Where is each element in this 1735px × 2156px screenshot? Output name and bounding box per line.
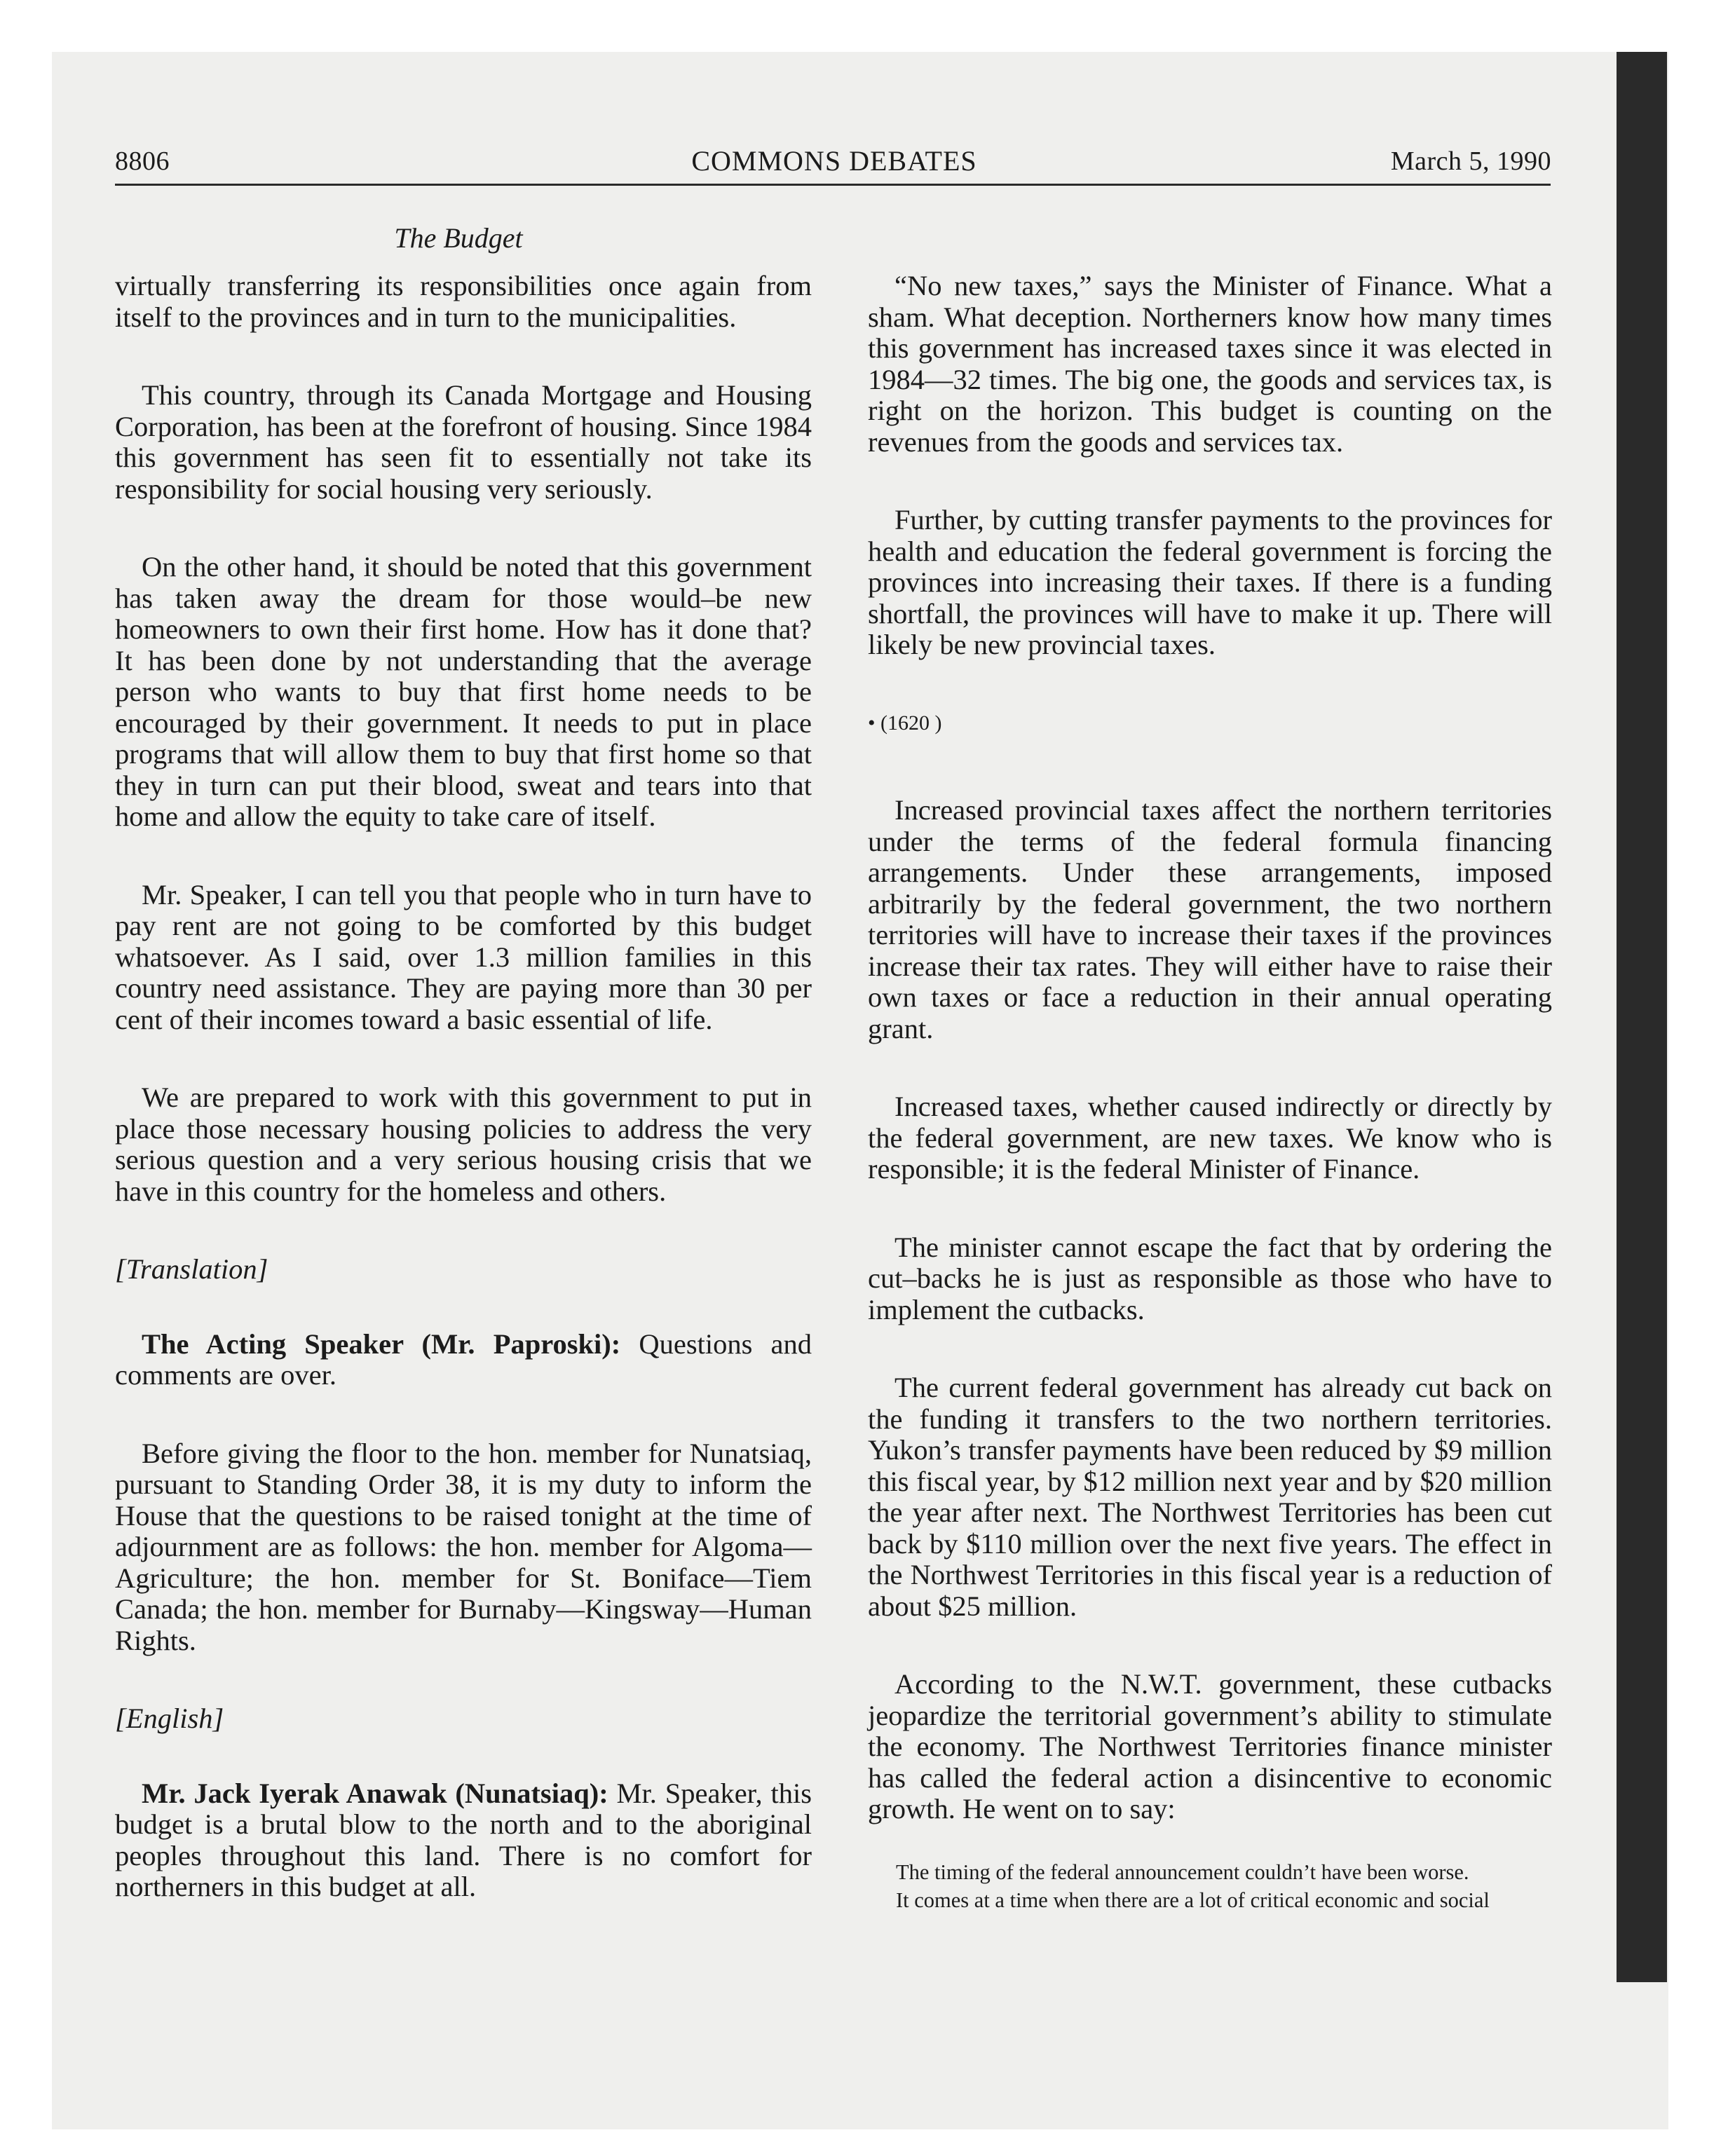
speaker-name: The Acting Speaker (Mr. Paproski):	[142, 1328, 621, 1360]
right-column	[868, 271, 1552, 1914]
speaker-name: Mr. Jack Iyerak Anawak (Nunatsiaq):	[142, 1777, 608, 1809]
paragraph: The current federal government has already cut back on the funding it transfers to the two northern territories. Yukon’s transfer payments have been reduced by $9 million this fiscal year, by $12 million next year and by $20 million the year after next. The Northwest Territories has been cut back by $110 million over the next five years. The effect in the Northwest Territories in this fiscal year is a reduction of about $25 million.	[868, 1372, 1552, 1622]
language-marker: [Translation]	[115, 1253, 268, 1285]
publication-title: COMMONS DEBATES	[691, 145, 977, 177]
speech-paragraph	[115, 1778, 812, 1903]
speech-text: Mr. Speaker, this budget is a brutal blow to the north and to the aboriginal peoples throughout this land. There is no comfort for northerners in this budget at all.	[115, 1777, 812, 1902]
paragraph: Increased provincial taxes affect the northern territories under the terms of the federal formula financing arrangements. Under these arrangements, imposed arbitrarily by the federal government, the two northern territories will have to increase their taxes if the provinces increase their tax rates. They will either have to raise their own taxes or face a reduction in their annual operating grant.	[868, 794, 1552, 1044]
timestamp: • (1620 )	[868, 711, 942, 735]
paragraph: The minister cannot escape the fact that by ordering the cut–backs he is just as responsible as those who have to implement the cutbacks.	[868, 1231, 1552, 1325]
paragraph: “No new taxes,” says the Minister of Finance. What a sham. What deception. Northerners know how many times this government has increased taxes since it was elected in 1984—32 times. The big one, the goods and services tax, is right on the horizon. This budget is counting on the revenues from the goods and services tax.	[868, 270, 1552, 458]
paragraph: Mr. Speaker, I can tell you that people who in turn have to pay rent are not going to be comforted by this budget whatsoever. As I said, over 1.3 million families in this country need assistance. They are paying more than 30 per cent of their incomes toward a basic essential of life.	[115, 878, 812, 1035]
quote-line: It comes at a time when there are a lot of critical economic and social	[896, 1888, 1490, 1912]
paragraph: Further, by cutting transfer payments to the provinces for health and education the federal government is forcing the provinces into increasing their taxes. If there is a funding shortfall, the provinces will have to make it up. There will likely be new provincial taxes.	[868, 504, 1552, 660]
paragraph: Increased taxes, whether caused indirectly or directly by the federal government, are new taxes. We know who is responsible; it is the federal Minister of Finance.	[868, 1091, 1552, 1185]
speech-paragraph	[115, 1329, 812, 1391]
header-rule	[115, 184, 1551, 186]
left-column	[115, 271, 812, 1950]
paragraph: On the other hand, it should be noted that this government has taken away the dream for those would–be new homeowners to own their first home. How has it done that? It has been done by not understanding that the average person who wants to buy that first home needs to be encouraged by their government. It needs to put in place programs that will allow them to buy that first home so that they in turn can put their blood, sweat and tears into that home and allow the equity to take care of itself.	[115, 551, 812, 832]
page-date: March 5, 1990	[1390, 146, 1551, 176]
paragraph: We are prepared to work with this government to put in place those necessary housing policies to address the very serious question and a very serious housing crisis that we have in this country for the homeless and others.	[115, 1082, 812, 1207]
paragraph: According to the N.W.T. government, these cutbacks jeopardize the territorial government’s ability to stimulate the economy. The Northwest Territories finance minister has called the federal action a disincentive to economic growth. He went on to say:	[868, 1668, 1552, 1824]
paragraph: virtually transferring its responsibilities once again from itself to the provinces and in turn to the municipalities.	[115, 270, 812, 333]
paragraph: Before giving the floor to the hon. member for Nunatsiaq, pursuant to Standing Order 38, it is my duty to inform the House that the questions to be raised tonight at the time of adjournment are as follows: the hon. member for Algoma—Agriculture; the hon. member for St. Boniface—Tiem Canada; the hon. member for Burnaby—Kingsway—Human Rights.	[115, 1437, 812, 1656]
scan-shadow-edge	[1617, 52, 1667, 1982]
speech-text: Questions and comments are over.	[115, 1328, 812, 1391]
paragraph: This country, through its Canada Mortgage and Housing Corporation, has been at the forefront of housing. Since 1984 this government has seen fit to essentially not take its responsibility for social housing very seriously.	[115, 379, 812, 505]
block-quote	[868, 1858, 1552, 1914]
quote-line: The timing of the federal announcement couldn’t have been worse.	[896, 1860, 1469, 1884]
page-number: 8806	[115, 146, 170, 176]
language-marker: [English]	[115, 1703, 224, 1734]
section-title: The Budget	[394, 222, 523, 254]
